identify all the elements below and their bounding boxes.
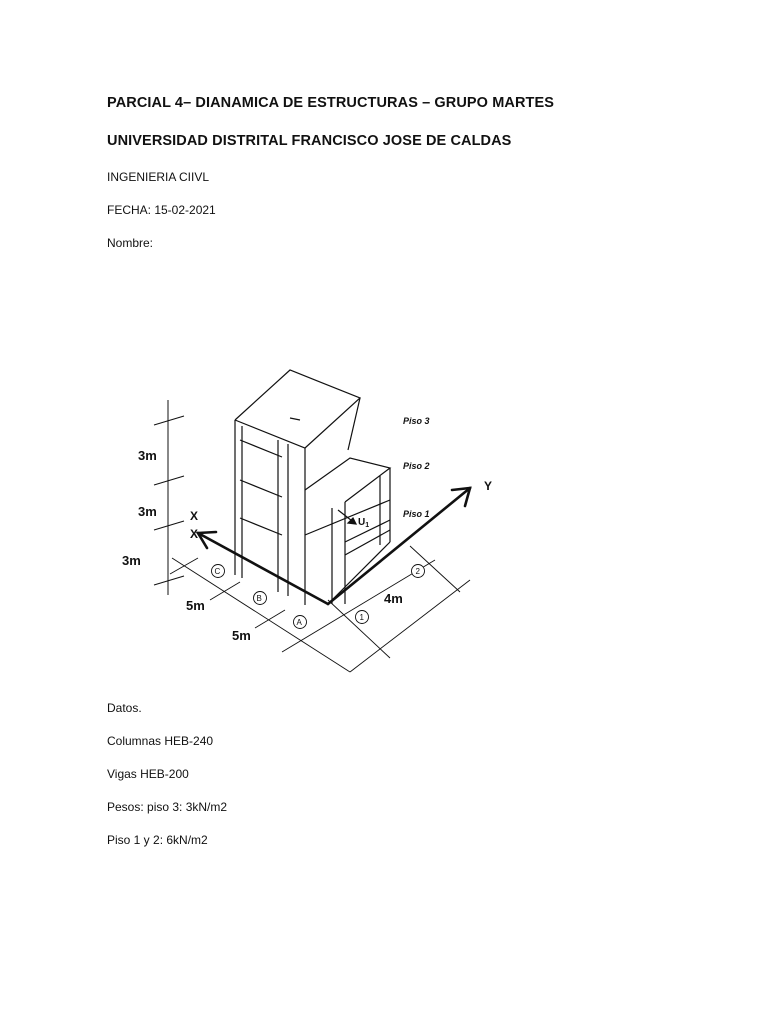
floor-label-3: Piso 3 — [403, 416, 430, 426]
height-dimension-line — [154, 400, 184, 595]
exam-title: PARCIAL 4– DIANAMICA DE ESTRUCTURAS – GRUPO MARTES — [107, 95, 555, 111]
floor-label-1: Piso 1 — [403, 509, 430, 519]
weights-lower-floors: Piso 1 y 2: 6kN/m2 — [107, 833, 208, 847]
height-label-1: 3m — [122, 553, 141, 568]
beams-spec: Vigas HEB-200 — [107, 767, 189, 781]
weights-top-floor: Pesos: piso 3: 3kN/m2 — [107, 800, 228, 814]
floor-label-2: Piso 2 — [403, 461, 430, 471]
name-line: Nombre: — [107, 236, 154, 250]
axis-x-label-2: X — [190, 527, 199, 541]
university-name: UNIVERSIDAD DISTRITAL FRANCISCO JOSE DE CALDAS — [107, 133, 512, 149]
span-y-label: 4m — [384, 591, 403, 606]
date-line: FECHA: 15-02-2021 — [107, 203, 216, 217]
grid-label-1: 1 — [359, 613, 364, 622]
dof-label: $U_1$ — [358, 517, 370, 529]
span-x-label-2: 5m — [232, 628, 251, 643]
axis-arrows — [198, 488, 470, 604]
structure-diagram — [110, 360, 510, 680]
axis-x-label: X — [190, 509, 199, 523]
grid-label-a: A — [296, 618, 302, 627]
height-label-3: 3m — [138, 448, 157, 463]
data-heading: Datos. — [107, 701, 142, 715]
grid-label-b: B — [256, 594, 262, 603]
height-label-2: 3m — [138, 504, 157, 519]
grid-label-c: C — [214, 567, 221, 576]
axis-y-label: Y — [484, 479, 493, 493]
span-x-label-1: 5m — [186, 598, 205, 613]
grid-label-2: 2 — [415, 567, 420, 576]
dof-arrow — [338, 510, 356, 524]
program-line: INGENIERIA CIIVL — [107, 170, 210, 184]
columns-spec: Columnas HEB-240 — [107, 734, 214, 748]
